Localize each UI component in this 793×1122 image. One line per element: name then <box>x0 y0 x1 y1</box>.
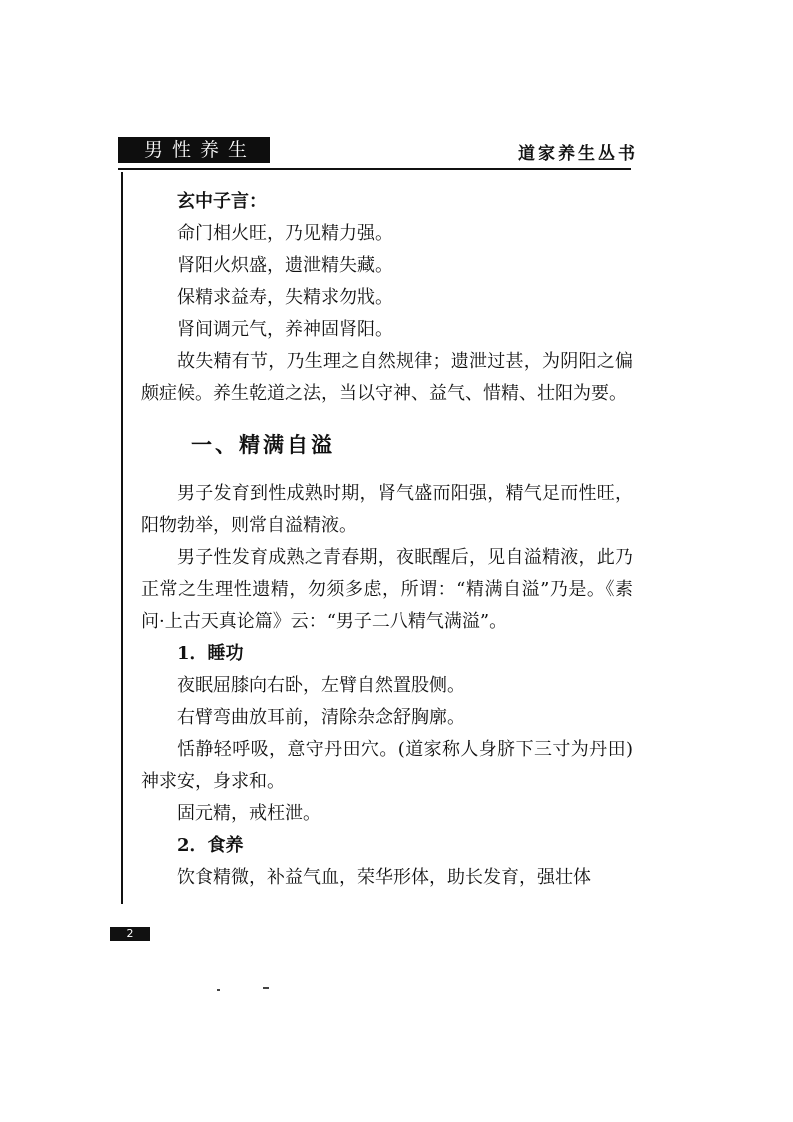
verse-line: 固元精，戒枉泄。 <box>177 803 321 824</box>
page-body <box>141 186 633 894</box>
section-heading: 一、精满自溢 <box>191 432 335 457</box>
header-divider <box>118 168 631 170</box>
subsection-title: 1．睡功 <box>177 643 244 664</box>
verse-line: 夜眠屈膝向右卧，左臂自然置股侧。 <box>177 675 465 696</box>
body-paragraph: 男子发育到性成熟时期，肾气盛而阳强，精气足而性旺，阳物勃举，则常自溢精液。 <box>141 483 633 536</box>
verse-line: 命门相火旺，乃见精力强。 <box>177 223 393 244</box>
left-margin-rule <box>121 172 123 904</box>
scan-specks <box>215 986 275 992</box>
verse-line: 右臂弯曲放耳前，清除杂念舒胸廓。 <box>177 707 465 728</box>
book-title-banner <box>118 137 270 163</box>
page-number: 2 <box>110 927 150 941</box>
series-title: 道家养生丛书 <box>518 144 638 164</box>
speck <box>263 987 269 989</box>
body-paragraph: 男子性发育成熟之青春期，夜眠醒后，见自溢精液，此乃正常之生理性遗精，勿须多虑，所谓：“精满自溢”乃是。《素问·上古天真论篇》云：“男子二八精气满溢”。 <box>141 547 633 632</box>
subsection-title: 2．食养 <box>177 835 244 856</box>
quote-attribution: 玄中子言： <box>177 191 267 212</box>
verse-line: 恬静轻呼吸，意守丹田穴。(道家称人身脐下三寸为丹田)神求安，身求和。 <box>141 739 633 792</box>
body-paragraph: 故失精有节，乃生理之自然规律；遗泄过甚，为阴阳之偏颇症候。养生乾道之法，当以守神、益气、惜精、壮阳为要。 <box>141 351 633 404</box>
verse-line: 肾间调元气，养神固肾阳。 <box>177 319 393 340</box>
verse-line: 饮食精微，补益气血，荣华形体，助长发育，强壮体 <box>177 867 591 888</box>
verse-line: 保精求益寿，失精求勿戕。 <box>177 287 393 308</box>
verse-line: 肾阳火炽盛，遗泄精失藏。 <box>177 255 393 276</box>
book-title-text: 男性养生 <box>144 139 257 161</box>
speck <box>217 989 220 991</box>
